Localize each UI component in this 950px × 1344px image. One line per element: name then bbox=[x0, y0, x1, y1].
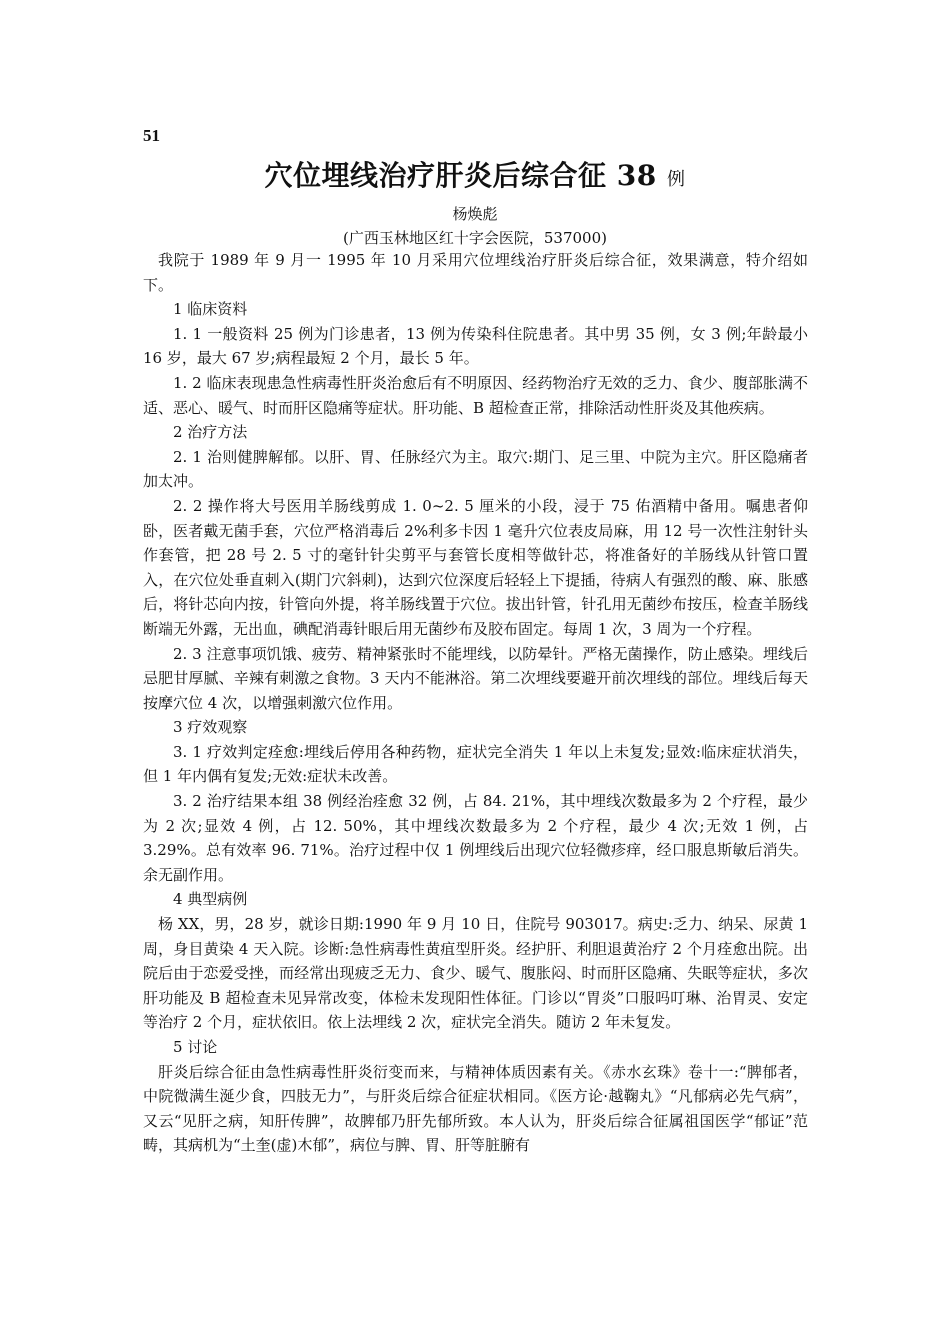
body-paragraph: 我院于 1989 年 9 月一 1995 年 10 月采用穴位埋线治疗肝炎后综合征，效果满意，特介绍如下。 bbox=[143, 251, 808, 294]
body-paragraph: 2 治疗方法 bbox=[173, 423, 248, 442]
body-paragraph: 5 讨论 bbox=[173, 1038, 218, 1056]
body-paragraph: 1. 2 临床表现患急性病毒性肝炎治愈后有不明原因、经药物治疗无效的乏力、食少、腹部胀满不适、恶心、暖气、时而肝区隐痛等症状。肝功能、B 超检查正常，排除活动性肝炎及其他疾病。 bbox=[143, 373, 808, 417]
body-paragraph: 杨 XX，男，28 岁，就诊日期:1990 年 9 月 10 日，住院号 903017。病史:乏力、纳呆、尿黄 1 周，身目黄染 4 天入院。诊断:急性病毒性黄疽型肝炎。经护肝、利胆退黄治疗 2 个月痊愈出院。出院后由于恋爱受挫，而经常出现疲乏无力、食少、暖气、腹胀闷、时而肝区隐痛、失眠等症状，多次肝功能及 B 超检查未见异常改变，体检未发现阳性体征。门诊以“胃炎”口服吗叮琳、治胃灵、安定等治疗 2 个月，症状依旧。依上法埋线 2 次，症状完全消失。随访 2 年未复发。 bbox=[143, 915, 808, 1032]
body-paragraph: 3. 2 治疗结果本组 38 例经治痊愈 32 例，占 84. 21%，其中埋线次数最多为 2 个疗程，最少为 2 次;显效 4 例，占 12. 50%，其中埋线次数最多为 2 个疗程，最少 4 次;无效 1 例，占 3.29%。总有效率 96. 71%。治疗过程中仅 1 例埋线后出现穴位轻微疹痒，经口服息斯敏后消失。余无副作用。 bbox=[143, 792, 808, 884]
body-paragraph: 1 临床资料 bbox=[173, 300, 248, 319]
author-name: 杨焕彪 bbox=[452, 205, 498, 223]
body-paragraph: 肝炎后综合征由急性病毒性肝炎衍变而来，与精神体质因素有关。《赤水玄珠》卷十一:“脾郁者，中院微满生涎少食，四肢无力”，与肝炎后综合征症状相同。《医方论·越鞠丸》“凡郁病必先气病”，又云“见肝之病，知肝传脾”，故脾郁乃肝先郁所致。本人认为，肝炎后综合征属祖国医学“郁证”范畴，其病机为“土奎(虚)木郁”，病位与脾、胃、肝等脏腑有 bbox=[143, 1062, 808, 1155]
body-paragraph: 3 疗效观察 bbox=[173, 718, 248, 737]
article-body bbox=[143, 248, 808, 1158]
body-paragraph: 2. 3 注意事项饥饿、疲劳、精神紧张时不能埋线，以防晕针。严格无菌操作，防止感染。埋线后忌肥甘厚腻、辛辣有刺激之食物。3 天内不能淋浴。第二次埋线要避开前次埋线的部位。埋线后每天按摩穴位 4 次，以增强刺激穴位作用。 bbox=[143, 644, 808, 712]
page-number: 51 bbox=[143, 126, 160, 145]
body-paragraph: 1. 1 一般资料 25 例为门诊患者，13 例为传染科住院患者。其中男 35 例，女 3 例;年龄最小 16 岁，最大 67 岁;病程最短 2 个月，最长 5 年。 bbox=[143, 324, 808, 368]
article-title bbox=[0, 154, 950, 194]
body-paragraph: 4 典型病例 bbox=[173, 890, 248, 909]
title-main: 穴位埋线治疗肝炎后综合征 38 bbox=[264, 159, 657, 192]
body-paragraph: 3. 1 疗效判定痊愈:埋线后停用各种药物，症状完全消失 1 年以上未复发;显效:临床症状消失，但 1 年内偶有复发;无效:症状未改善。 bbox=[143, 742, 808, 786]
title-suffix: 例 bbox=[666, 169, 686, 190]
body-paragraph: 2. 1 治则健脾解郁。以肝、胃、任脉经穴为主。取穴:期门、足三里、中院为主穴。肝区隐痛者加太冲。 bbox=[143, 447, 808, 491]
author-affiliation: (广西玉林地区红十字会医院，537000) bbox=[343, 229, 607, 247]
body-paragraph: 2. 2 操作将大号医用羊肠线剪成 1. 0~2. 5 厘米的小段，浸于 75 佑酒精中备用。嘱患者仰卧，医者戴无菌手套，穴位严格消毒后 2%利多卡因 1 毫升穴位表皮局麻，用 12 号一次性注射针头作套管，把 28 号 2. 5 寸的毫针针尖剪平与套管长度相等做针芯，将准备好的羊肠线从针管口置入，在穴位处垂直刺入(期门穴斜刺)，达到穴位深度后轻轻上下提插，待病人有强烈的酸、麻、胀感后，将针芯向内按，针管向外提，将羊肠线置于穴位。拔出针管，针孔用无菌纱布按压，检查羊肠线断端无外露，无出血，碘配消毒针眼后用无菌纱布及胶布固定。每周 1 次，3 周为一个疗程。 bbox=[143, 496, 808, 638]
